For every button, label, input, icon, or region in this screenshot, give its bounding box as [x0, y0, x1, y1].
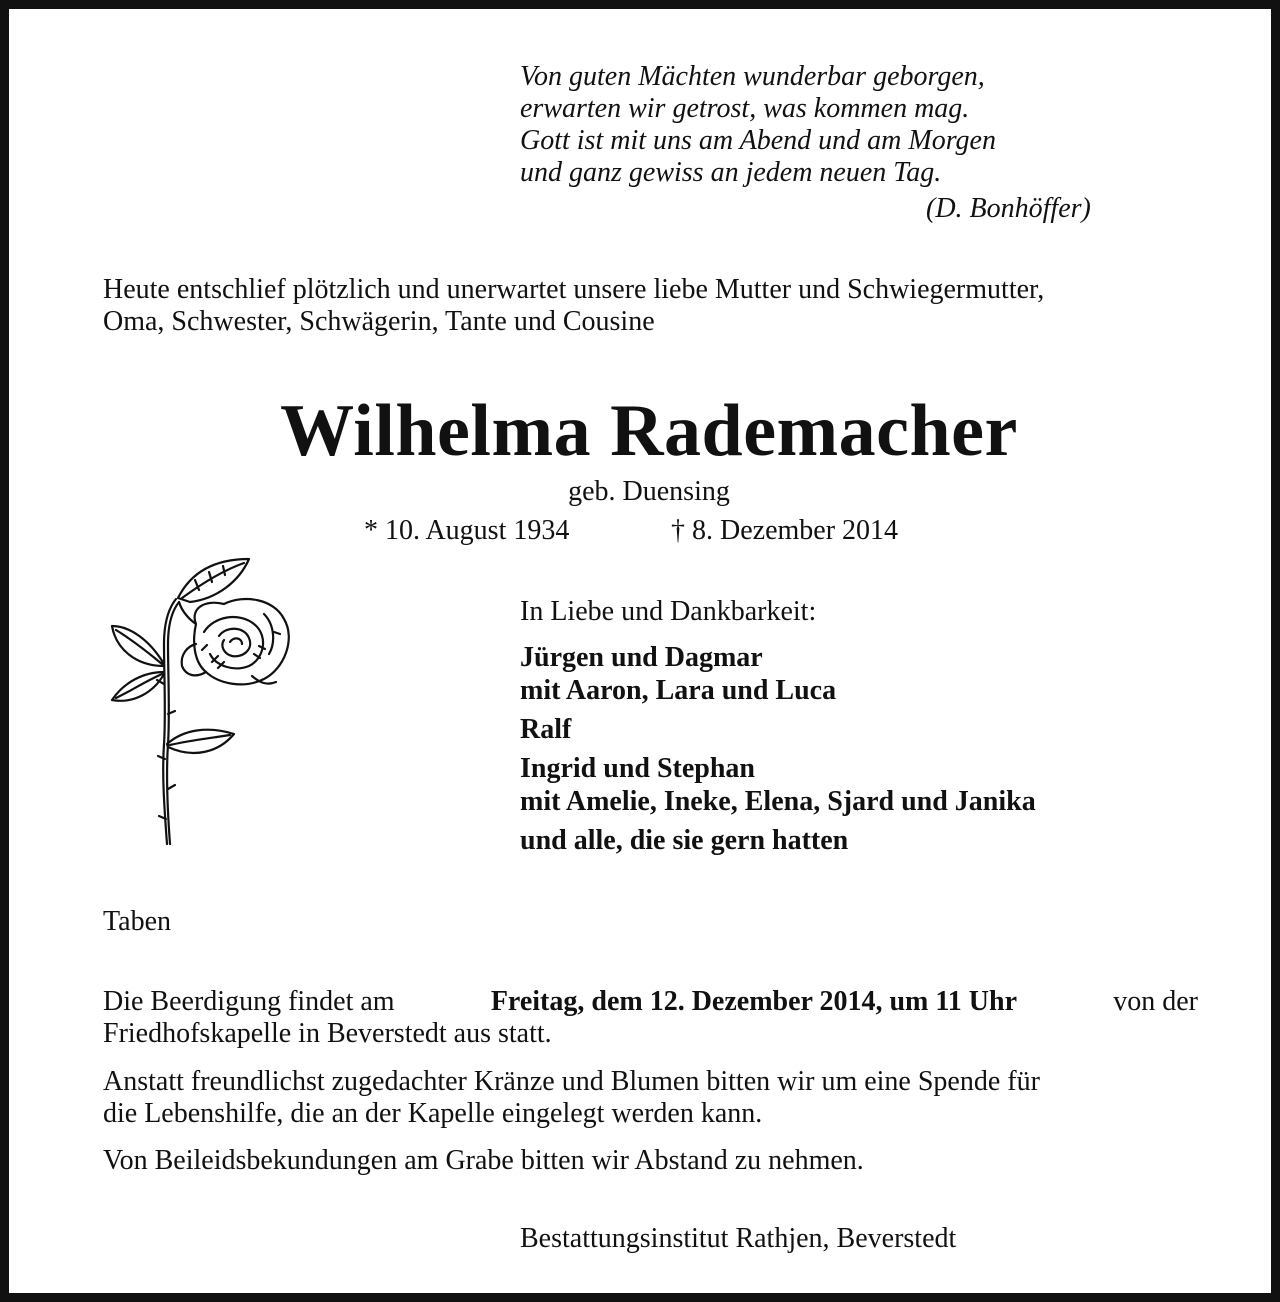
mourner-line: Ingrid und Stephan	[520, 753, 756, 784]
intro-line-2: Oma, Schwester, Schwägerin, Tante und Cousine	[103, 306, 655, 337]
mourners-list	[520, 641, 1036, 863]
mourner-group	[520, 752, 1036, 818]
mourner-group	[520, 824, 1036, 857]
donation-line-2: die Lebenshilfe, die an der Kapelle eingelegt werden kann.	[103, 1098, 763, 1129]
bonhoeffer-quote	[520, 61, 996, 189]
funeral-date-time: Freitag, dem 12. Dezember 2014, um 11 Uhr	[490, 986, 1018, 1017]
funeral-info	[103, 986, 1198, 1050]
rose-icon	[104, 554, 294, 854]
donation-line-1-text: Anstatt freundlichst zugedachter Kränze und Blumen bitten wir um eine Spende für	[103, 1066, 1040, 1097]
quote-author: (D. Bonhöffer)	[926, 193, 1091, 224]
funeral-post: von der	[1113, 986, 1198, 1017]
funeral-pre: Die Beerdigung findet am	[103, 986, 395, 1017]
mourner-group	[520, 641, 1036, 707]
intro-line-1-text: Heute entschlief plötzlich und unerwartet unsere liebe Mutter und Schwiegermutter,	[103, 274, 1045, 305]
mourner-line: mit Amelie, Ineke, Elena, Sjard und Janika	[520, 786, 1036, 817]
donation-line-1	[103, 1066, 1198, 1098]
funeral-line-2: Friedhofskapelle in Beverstedt aus statt.	[103, 1018, 552, 1049]
deceased-name: Wilhelma Rademacher	[280, 390, 1018, 472]
maiden-name: geb. Duensing	[568, 476, 730, 507]
condolence-note: Von Beileidsbekundungen am Grabe bitten wir Abstand zu nehmen.	[103, 1145, 864, 1176]
mourner-line: und alle, die sie gern hatten	[520, 825, 849, 856]
quote-line: erwarten wir getrost, was kommen mag.	[520, 93, 970, 124]
undertaker: Bestattungsinstitut Rathjen, Beverstedt	[520, 1223, 957, 1254]
funeral-line-1	[103, 986, 1198, 1018]
quote-line: Von guten Mächten wunderbar geborgen,	[520, 61, 985, 92]
intro-line-1	[103, 274, 1203, 306]
place-name: Taben	[103, 906, 172, 937]
mourner-line: Ralf	[520, 714, 572, 745]
quote-line: und ganz gewiss an jedem neuen Tag.	[520, 157, 942, 188]
mourner-line: mit Aaron, Lara und Luca	[520, 675, 837, 706]
mourner-group	[520, 713, 1036, 746]
quote-line: Gott ist mit uns am Abend und am Morgen	[520, 125, 996, 156]
mourner-line: Jürgen und Dagmar	[520, 642, 763, 673]
death-date: † 8. Dezember 2014	[671, 515, 899, 546]
intro-text	[103, 274, 1203, 338]
mourners-label: In Liebe und Dankbarkeit:	[520, 596, 817, 627]
birth-date: * 10. August 1934	[364, 515, 570, 546]
donation-note	[103, 1066, 1198, 1130]
